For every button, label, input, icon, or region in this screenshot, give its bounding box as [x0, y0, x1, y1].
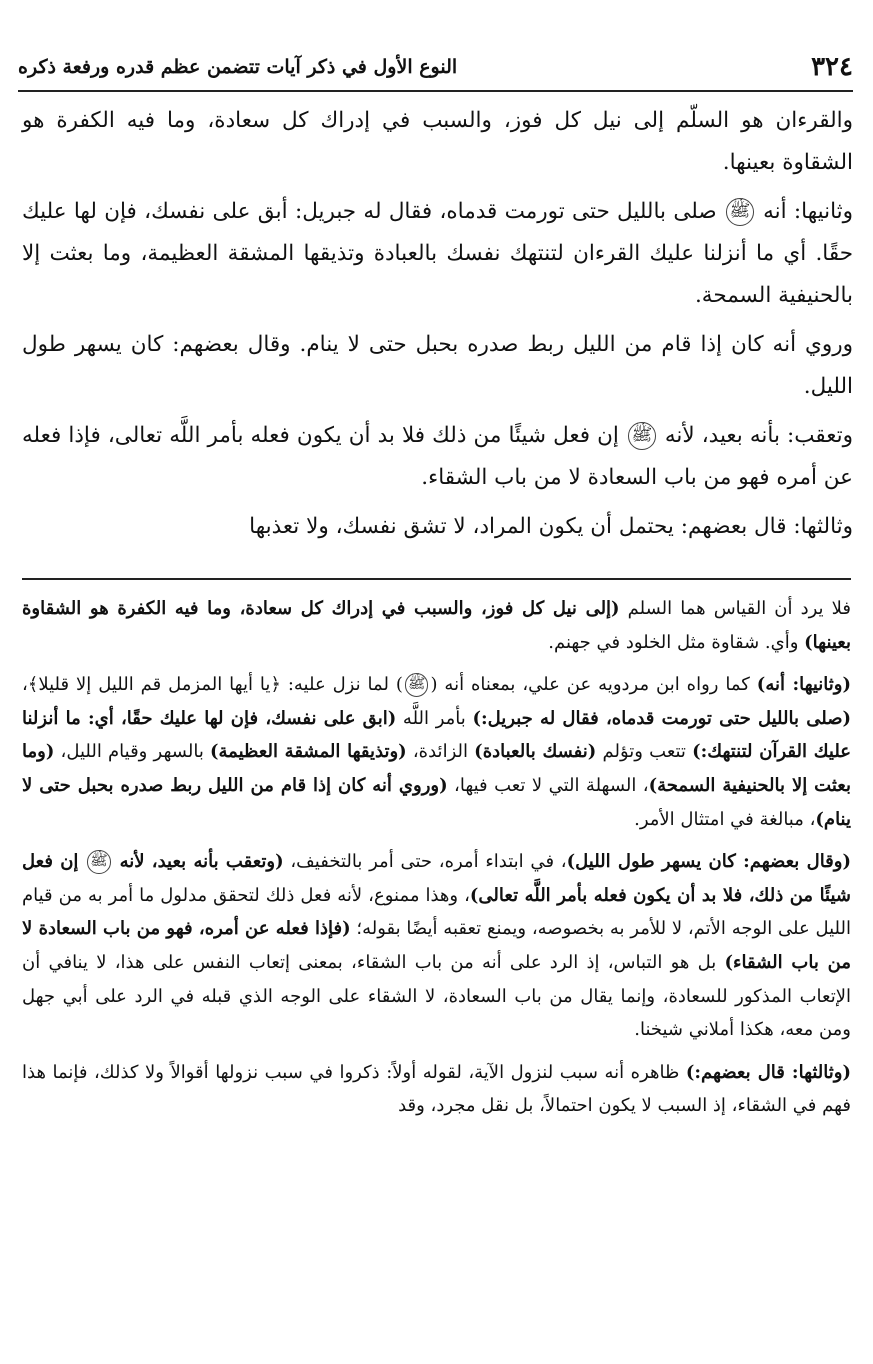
honorific-icon: ﷺ: [87, 850, 111, 874]
running-title: النوع الأول في ذكر آيات تتضمن عظم قدره ورفعة ذكره: [18, 56, 458, 78]
footnote-divider: [22, 578, 851, 580]
commentary-segment: بأمر اللَّه: [396, 707, 473, 729]
commentary-segment: ، في ابتداء أمره، حتى أمر بالتخفيف،: [283, 851, 567, 873]
commentary-quote: إن فعل شيئًا من ذلك، فلا بد أن يكون فعله بأمر اللَّه تعالى): [22, 851, 852, 906]
commentary-segment: ) لما نزل عليه: ﴿يا أيها المزمل قم الليل إلا قليلا﴾،: [22, 674, 403, 696]
main-text: [22, 100, 853, 555]
commentary-quote: (وثالثها: قال بعضهم:): [685, 1061, 851, 1083]
commentary-quote: (إلى نيل كل فوز، والسبب في إدراك كل سعادة، وما فيه الكفرة هو الشقاوة بعينها): [22, 598, 851, 653]
main-paragraph-2-start: وثانيها: أنه: [763, 199, 853, 224]
commentary-segment: فلا يرد أن القياس هما السلم: [619, 598, 851, 619]
commentary-segment: ظاهره أنه سبب لنزول الآية، لقوله أولاً: ذكروا في سبب نزولها أقوالاً ولا كذلك، فإنما هذا فهم في الشقاء، إذ السبب لا يكون احتمالاً، بل نقل مجرد، وقد: [22, 1061, 851, 1117]
commentary-segment: تتعب وتؤلم: [596, 741, 693, 763]
commentary: [22, 592, 851, 1132]
page-number: ٣٢٤: [811, 52, 853, 82]
commentary-segment: ، وهذا ممنوع، لأنه فعل ذلك لتحقق مدلول ما أمر به من قيام الليل على الوجه الأتم، لا للأمر به بخصوصه، ويمنع تعقبه أيضًا بقوله؛: [22, 884, 851, 940]
main-paragraph-4-start: وتعقب: بأنه بعيد، لأنه: [664, 423, 853, 448]
main-paragraph-4: [22, 415, 853, 499]
commentary-segment: وأي. شقاوة مثل الخلود في جهنم.: [548, 631, 805, 653]
commentary-paragraph-4: [22, 1056, 851, 1123]
honorific-icon: ﷺ: [405, 673, 429, 697]
main-paragraph-4-rest: إن فعل شيئًا من ذلك فلا بد أن يكون فعله بأمر اللَّه تعالى، فإذا فعله عن أمره فهو من باب السعادة لا من باب الشقاء.: [22, 423, 853, 490]
commentary-segment: بل هو التباس، إذ الرد على أنه من باب الشقاء، بمعنى إتعاب النفس على هذا، لا ينافي أن الإتعاب المذكور للسعادة، وإنما يقال من باب السعادة، لا الشقاء على الوجه الذي قبله في الرد على أبي جهل ومن معه، هكذا أملاني شيخنا.: [22, 951, 851, 1041]
commentary-quote: (وقال بعضهم: كان يسهر طول الليل): [566, 851, 851, 873]
commentary-quote: (وروي أنه كان إذا قام من الليل ربط صدره بحبل حتى لا ينام): [22, 774, 851, 830]
commentary-segment: ، مبالغة في امتثال الأمر.: [634, 808, 816, 830]
main-paragraph-2-rest: صلى بالليل حتى تورمت قدماه، فقال له جبريل: أبق على نفسك، فإن لها عليك حقًا. أي ما أنزلنا عليك القرءان لتنتهك نفسك بالعبادة وتذيقها المشقة العظيمة، وما بعثت إلا بالحنيفية السمحة.: [22, 199, 853, 308]
page-header: [18, 44, 853, 92]
commentary-segment: الزائدة،: [406, 741, 475, 763]
commentary-quote: (صلى بالليل حتى تورمت قدماه، فقال له جبريل:): [472, 707, 852, 729]
main-paragraph-5: وثالثها: قال بعضهم: يحتمل أن يكون المراد، لا تشق نفسك، ولا تعذبها: [249, 514, 853, 539]
commentary-quote: (نفسك بالعبادة): [474, 741, 597, 763]
commentary-quote: (وما بعثت إلا بالحنيفية السمحة): [22, 741, 851, 796]
main-paragraph-2: [22, 191, 853, 317]
commentary-paragraph-1: [22, 592, 851, 659]
commentary-paragraph-2: [22, 668, 851, 836]
commentary-quote: (وتعقب بأنه بعيد، لأنه: [119, 851, 284, 873]
commentary-quote: (ابق على نفسك، فإن لها عليك حقًا، أي: ما أنزلنا عليك القرآن لتنتهك:): [22, 707, 852, 763]
commentary-segment: كما رواه ابن مردويه عن علي، بمعناه أنه (: [430, 674, 757, 696]
commentary-paragraph-3: [22, 845, 851, 1047]
main-paragraph-3: وروي أنه كان إذا قام من الليل ربط صدره بحبل حتى لا ينام. وقال بعضهم: كان يسهر طول الليل.: [22, 332, 853, 399]
commentary-quote: (فإذا فعله عن أمره، فهو من باب السعادة لا من باب الشقاء): [22, 918, 852, 973]
main-paragraph-1: والقرءان هو السلّم إلى نيل كل فوز، والسبب في إدراك كل سعادة، وما فيه الكفرة هو الشقاوة بعينها.: [22, 108, 853, 175]
commentary-segment: ، السهلة التي لا تعب فيها،: [447, 774, 649, 796]
commentary-quote: (وثانيها: أنه): [756, 674, 852, 696]
honorific-icon: ﷺ: [628, 422, 656, 450]
honorific-icon: ﷺ: [726, 198, 754, 226]
commentary-quote: (وتذيقها المشقة العظيمة): [210, 741, 407, 763]
commentary-segment: بالسهر وقيام الليل،: [54, 741, 211, 763]
